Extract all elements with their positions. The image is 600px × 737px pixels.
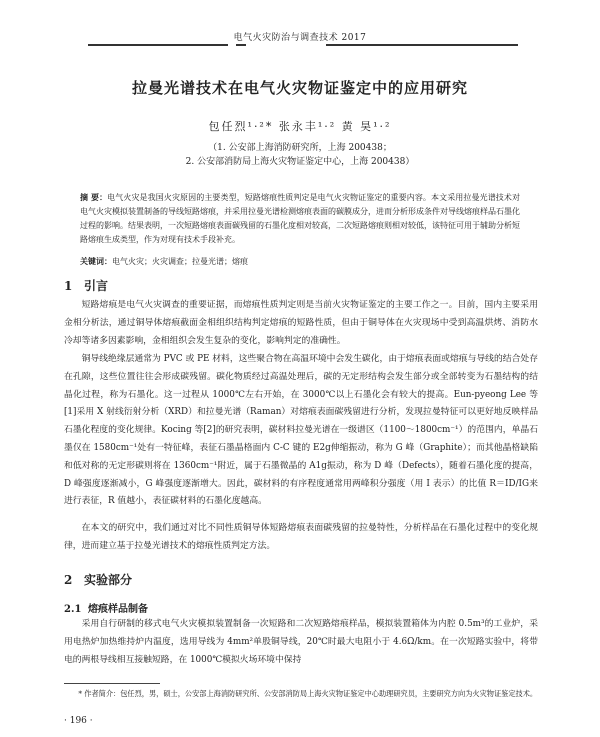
subsection-2-1-heading: [64, 600, 148, 615]
author-footnote: * 作者简介：包任烈，男，硕士，公安部上海消防研究所、公安部消防局上海火灾物证鉴定中心助理研究员，主要研究方向为火灾物证鉴定技术。: [78, 689, 538, 698]
header-rule-left: [88, 44, 228, 46]
header-rule-right: [326, 44, 518, 46]
section-1-number: 1: [64, 279, 73, 293]
article-title: 拉曼光谱技术在电气火灾物证鉴定中的应用研究: [131, 79, 468, 97]
abstract-label: 摘 要：: [80, 192, 108, 202]
section-1-paragraph-3: 在本文的研究中，我们通过对比不同性质铜导体短路熔痕表面碳残留的拉曼特性，分析样品在石墨化过程中的变化规律，进而建立基于拉曼光谱技术的熔痕性质判定方法。: [64, 523, 538, 551]
running-header: 电气火灾防治与调查技术 2017: [233, 33, 367, 43]
abstract: [80, 190, 520, 247]
section-2-title: 实验部分: [84, 573, 133, 587]
affiliation-1: （1. 公安部上海消防研究所，上海 200438；: [208, 143, 392, 153]
section-1-title: 引言: [84, 279, 109, 293]
abstract-text: 电气火灾是我国火灾原因的主要类型，短路熔痕性质判定是电气火灾物证鉴定的重要内容。本文采用拉曼光谱技术对电气火灾模拟装置制备的导线短路熔痕，并采用拉曼光谱检测熔痕表面的碳膜成分，进而分析形成条件对导线熔痕样品石墨化过程的影响。结果表明，一次短路熔痕表面碳残留的石墨化度相对较高，二次短路熔痕则相对较低，该特征可用于辅助分析短路熔痕生成类型，作为对现有技术手段补充。: [80, 193, 520, 244]
subsection-2-1-number: 2.1: [64, 604, 82, 615]
section-1-paragraph-1: 短路熔痕是电气火灾调查的重要证据，而熔痕性质判定则是当前火灾物证鉴定的主要工作之一。目前，国内主要采用金相分析法，通过铜导体熔痕截面金相组织结构判定熔痕的短路性质，但由于铜导体在火灾现场中受到高温烘烤、消防水冷却等诸多因素影响，金相组织会发生复杂的变化，影响判定的准确性。: [64, 300, 538, 346]
keywords-label: 关键词：: [80, 256, 112, 266]
section-1-heading: [64, 277, 108, 294]
header-rule-left-short: [236, 44, 246, 46]
affiliation-2: 2. 公安部消防局上海火灾物证鉴定中心，上海 200438）: [185, 157, 415, 167]
section-1-paragraph-2: 铜导线绝缘层通常为 PVC 或 PE 材料，这些聚合物在高温环境中会发生碳化，由于熔痕表面或熔痕与导线的结合处存在孔隙，这些位置往往会形成碳残留。碳化物质经过高温处理后，碳的无定形结构会发生部分或全部转变为石墨结构的结晶化过程，称为石墨化。这一过程从 1000℃左右开始，在 3000℃以上石墨化会有较大的提高。Eun-pyeong Lee 等[1]采用 X 射线衍射分析（XRD）和拉曼光谱（Raman）对熔痕表面碳残留进行分析，发现拉曼特征可以更好地反映样品石墨化程度的变化规律。Kocing 等[2]的研究表明，碳材料拉曼光谱在一级谱区（1100～1800cm⁻¹）的范围内，单晶石墨仅在 1580cm⁻¹处有一特征峰，表征石墨晶格面内 C-C 键的 E2g伸缩振动，称为 G 峰（Graphite）；而其他晶格缺陷和低对称的无定形碳则将在 1360cm⁻¹附近，属于石墨微晶的 A1g振动，称为 D 峰（Defects），随着石墨化度的提高，D 峰强度逐渐减小，G 峰强度逐渐增大。因此，碳材料的有序程度通常用两峰积分强度（用 I 表示）的比值 R＝ID/IG来进行表征，R 值越小，表征碳材料的石墨化度越高。: [64, 354, 538, 507]
section-2-1-paragraph: 采用自行研制的移式电气火灾模拟装置制备一次短路和二次短路熔痕样品，模拟装置箱体为内腔 0.5m³的工业炉，采用电热炉加热维持炉内温度，选用导线为 4mm²单股铜导线，20℃时最大电阻小于 4.6Ω/km。在一次短路实验中，将带电的两根导线相互接触短路，在 1000℃模拟火场环境中保持: [64, 619, 538, 665]
section-2-heading: [64, 571, 132, 588]
section-2-number: 2: [64, 573, 73, 587]
keywords-text: 电气火灾；火灾调查；拉曼光谱；熔痕: [112, 257, 248, 266]
article-authors: 包任烈¹·²* 张永丰¹·² 黄 昊¹·²: [208, 120, 392, 133]
subsection-2-1-title: 熔痕样品制备: [88, 604, 148, 615]
keywords: [80, 256, 520, 267]
page-number: · 196 ·: [64, 716, 93, 726]
footnote-rule: [64, 683, 160, 684]
